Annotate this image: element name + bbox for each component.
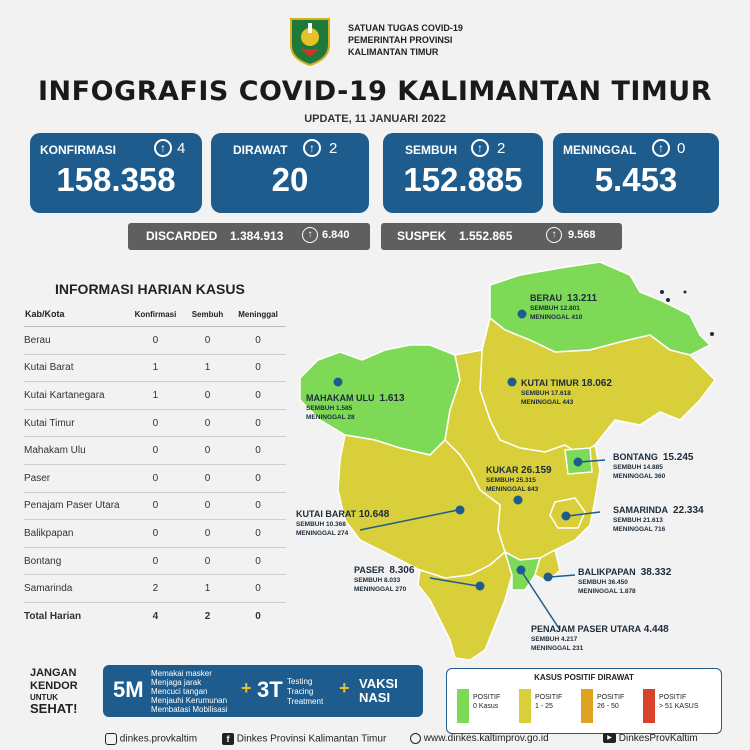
table-row [24, 520, 286, 548]
map-marker [514, 496, 523, 505]
legend-title: KASUS POSITIF DIRAWAT [534, 673, 634, 682]
legend-item: POSITIF 0 Kasus [473, 694, 501, 710]
card-label: SEMBUH [405, 143, 458, 157]
website-link[interactable]: www.dinkes.kaltimprov.go.id [410, 733, 549, 744]
suspek-label: SUSPEK [397, 229, 447, 243]
card-label: MENINGGAL [563, 143, 637, 157]
cell-konfirmasi: 1 [126, 382, 185, 410]
sembuh-card [383, 133, 543, 213]
discarded-label: DISCARDED [146, 229, 218, 243]
legend-item: POSITIF > 51 KASUS [659, 694, 699, 710]
table-row [24, 409, 286, 437]
label-kutai-timur: KUTAI TIMUR 18.062 SEMBUH 17.618 MENINGGAL 443 [521, 378, 612, 406]
cell-kabkota: Samarinda [24, 575, 126, 603]
cell-meninggal: 0 [230, 464, 286, 492]
suspek-value: 1.552.865 [459, 229, 513, 243]
table-row [24, 437, 286, 465]
label-samarinda: SAMARINDA 22.334 SEMBUH 21.613 MENINGGAL 716 [613, 505, 704, 533]
map-marker [517, 566, 526, 575]
cell-kabkota: Berau [24, 327, 126, 355]
discarded-value: 1.384.913 [230, 229, 284, 243]
cell-konfirmasi: 2 [126, 575, 185, 603]
legend-swatch-orange [581, 689, 593, 723]
card-value: 152.885 [403, 161, 523, 198]
cell-sembuh: 0 [185, 327, 230, 355]
arrow-up-icon: ↑ [652, 139, 670, 157]
plus-sign: + [241, 678, 252, 698]
column-header: Kab/Kota [24, 302, 126, 327]
cell-meninggal: 0 [230, 575, 286, 603]
table-row [24, 327, 286, 355]
cell-sembuh: 0 [185, 437, 230, 465]
cell-kabkota: Penajam Paser Utara [24, 492, 126, 520]
cell-konfirmasi: 0 [126, 492, 185, 520]
threet-label: 3T [257, 677, 283, 702]
legend-swatch-green [457, 689, 469, 723]
cell-sembuh: 1 [185, 354, 230, 382]
table-row [24, 575, 286, 603]
cell-total-sembuh: 2 [204, 610, 211, 622]
cell-total-meninggal: 0 [255, 610, 261, 622]
card-label: DIRAWAT [233, 143, 288, 157]
map-legend [446, 668, 722, 734]
cell-konfirmasi: 0 [126, 464, 185, 492]
label-bontang: BONTANG 15.245 SEMBUH 14.885 MENINGGAL 360 [613, 452, 694, 480]
daily-cases-table [24, 302, 286, 630]
cell-sembuh: 0 [185, 409, 230, 437]
vaksinasi-label: VAKSI NASI [359, 676, 398, 705]
card-value: 20 [271, 161, 309, 198]
cell-sembuh: 0 [185, 520, 230, 548]
youtube-link[interactable]: ▶ DinkesProvKaltim [603, 733, 698, 744]
health-protocol-banner [103, 665, 423, 717]
card-increase: 2 [497, 140, 506, 157]
legend-item: POSITIF 26 - 50 [597, 694, 625, 710]
meninggal-card [553, 133, 719, 213]
label-penajam-paser-utara: PENAJAM PASER UTARA 4.448 SEMBUH 4.217 MENINGGAL 231 [531, 624, 669, 652]
cell-konfirmasi: 0 [126, 409, 185, 437]
cell-kabkota: Bontang [24, 547, 126, 575]
fivem-list: Memakai masker Menjaga jarak Mencuci tangan Menjauhi Kerumunan Membatasi Mobilisasi [151, 669, 228, 714]
cell-meninggal: 0 [230, 382, 286, 410]
cell-kabkota: Kutai Barat [24, 354, 126, 382]
instagram-icon [105, 733, 117, 745]
arrow-up-icon: ↑ [303, 139, 321, 157]
cell-sembuh: 0 [185, 382, 230, 410]
cell-kabkota: Paser [24, 464, 126, 492]
cell-konfirmasi: 0 [126, 520, 185, 548]
cell-meninggal: 0 [230, 547, 286, 575]
facebook-icon: f [222, 733, 234, 745]
organization-name: SATUAN TUGAS COVID-19 PEMERINTAH PROVINSI KALIMANTAN TIMUR [348, 23, 463, 57]
cell-sembuh: 0 [185, 547, 230, 575]
column-header: Sembuh [185, 302, 230, 327]
cell-meninggal: 0 [230, 409, 286, 437]
label-kutai-barat: KUTAI BARAT 10.648 SEMBUH 10.368 MENINGGAL 274 [296, 509, 390, 537]
discarded-bar [128, 223, 370, 250]
konfirmasi-card [30, 133, 202, 213]
arrow-up-icon: ↑ [302, 227, 318, 243]
cell-kabkota: Kutai Kartanegara [24, 382, 126, 410]
cell-total-konfirmasi: 4 [152, 610, 159, 622]
cell-meninggal: 0 [230, 492, 286, 520]
card-increase: 2 [329, 140, 338, 157]
plus-sign: + [339, 678, 350, 698]
cell-konfirmasi: 0 [126, 437, 185, 465]
label-balikpapan: BALIKPAPAN 38.332 SEMBUH 36.450 MENINGGAL 1.878 [578, 567, 672, 595]
table-header-row [24, 302, 286, 327]
arrow-up-icon: ↑ [546, 227, 562, 243]
cell-meninggal: 0 [230, 437, 286, 465]
map-marker [508, 378, 517, 387]
arrow-up-icon: ↑ [471, 139, 489, 157]
arrow-up-icon: ↑ [154, 139, 172, 157]
card-increase: 4 [177, 140, 186, 157]
table-row [24, 492, 286, 520]
cell-konfirmasi: 1 [126, 354, 185, 382]
card-value: 5.453 [594, 161, 678, 198]
suspek-increase: 9.568 [568, 229, 596, 241]
update-date: UPDATE, 11 JANUARI 2022 [304, 113, 446, 125]
youtube-icon: ▶ [603, 733, 616, 743]
suspek-bar [381, 223, 622, 250]
table-row [24, 464, 286, 492]
fivem-label: 5M [113, 677, 144, 702]
map-marker [518, 310, 527, 319]
legend-item: POSITIF 1 - 25 [535, 694, 563, 710]
cell-konfirmasi: 0 [126, 327, 185, 355]
map-marker [334, 378, 343, 387]
label-kukar: KUKAR 26.159 SEMBUH 25.315 MENINGGAL 843 [486, 465, 552, 493]
legend-swatch-red [643, 689, 655, 723]
daily-table-title: INFORMASI HARIAN KASUS [55, 281, 245, 297]
label-mahakam-ulu: MAHAKAM ULU 1.613 SEMBUH 1.585 MENINGGAL 28 [306, 393, 405, 421]
card-value: 158.358 [56, 161, 176, 198]
table-row [24, 354, 286, 382]
page-title: INFOGRAFIS COVID-19 KALIMANTAN TIMUR [38, 76, 712, 107]
cell-sembuh: 1 [185, 575, 230, 603]
cell-kabkota: Kutai Timur [24, 409, 126, 437]
table-row [24, 547, 286, 575]
cell-kabkota: Mahakam Ulu [24, 437, 126, 465]
cell-total-label: Total Harian [24, 610, 82, 622]
cell-kabkota: Balikpapan [24, 520, 126, 548]
column-header: Meninggal [230, 302, 286, 327]
dirawat-card [211, 133, 369, 213]
table-row [24, 382, 286, 410]
cell-meninggal: 0 [230, 520, 286, 548]
campaign-slogan: JANGAN KENDOR UNTUK SEHAT! [30, 667, 78, 716]
legend-swatch-yellow [519, 689, 531, 723]
cell-sembuh: 0 [185, 464, 230, 492]
threet-list: Testing Tracing Treatment [287, 677, 324, 706]
facebook-link[interactable]: f Dinkes Provinsi Kalimantan Timur [222, 733, 386, 745]
instagram-link[interactable]: dinkes.provkaltim [105, 733, 197, 745]
provincial-emblem-logo [287, 15, 333, 67]
label-paser: PASER 8.306 SEMBUH 8.033 MENINGGAL 270 [354, 565, 415, 593]
cell-meninggal: 0 [230, 354, 286, 382]
discarded-increase: 6.840 [322, 229, 350, 241]
cell-sembuh: 0 [185, 492, 230, 520]
column-header: Konfirmasi [126, 302, 185, 327]
card-increase: 0 [677, 140, 686, 157]
cell-meninggal: 0 [230, 327, 286, 355]
globe-icon [410, 733, 421, 744]
cell-konfirmasi: 0 [126, 547, 185, 575]
table-total-row [24, 602, 286, 629]
card-label: KONFIRMASI [40, 143, 116, 157]
label-berau: BERAU 13.211 SEMBUH 12.801 MENINGGAL 410 [530, 293, 598, 321]
